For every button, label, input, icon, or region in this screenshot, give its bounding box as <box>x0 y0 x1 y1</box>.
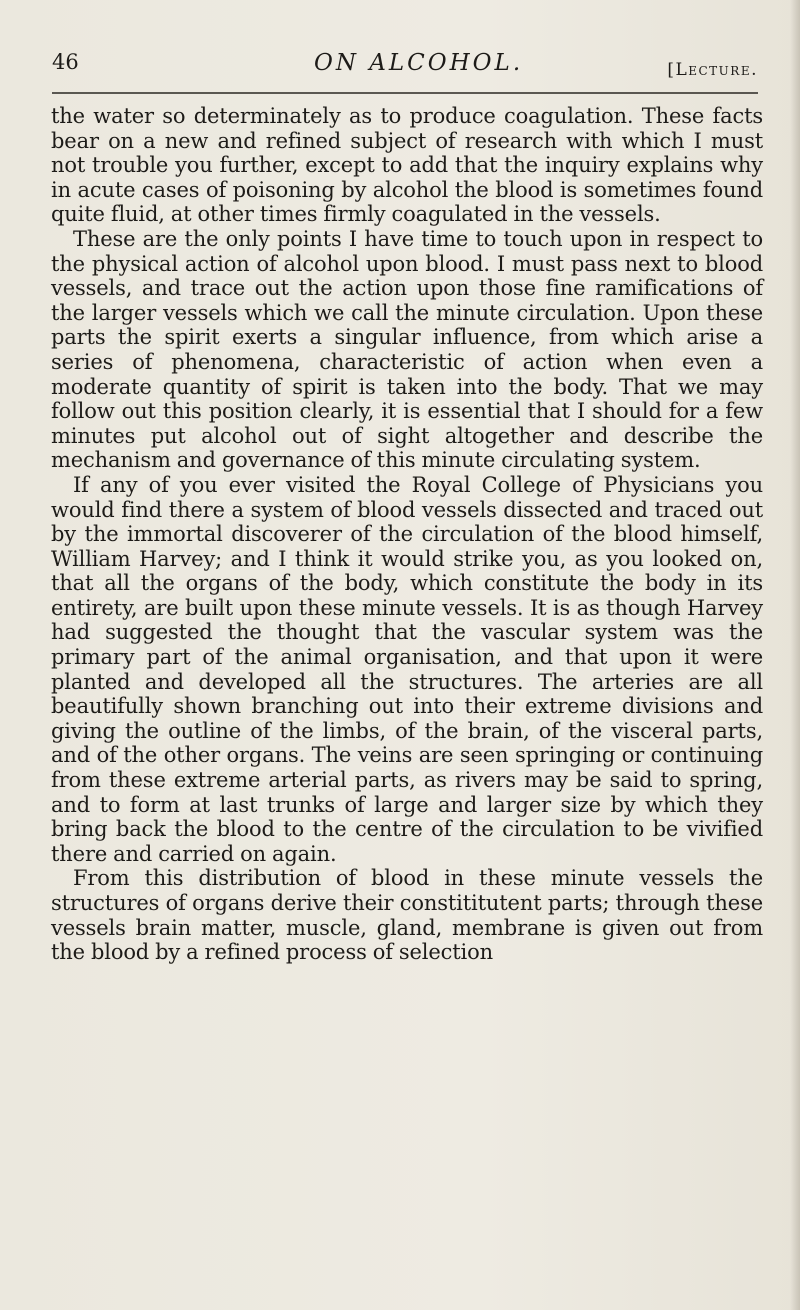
header-rule <box>52 92 758 94</box>
paragraph: the water so determinately as to produce coagulation. These facts bear on a new and refined subject of research with which I must not trouble you further, except to add that the inquiry explains why in acute cases of poisoning by alcohol the blood is sometimes found quite fluid, at other times firmly coagulated in the vessels. <box>51 104 763 227</box>
paragraph: From this distribution of blood in these minute vessels the structures of organs derive their constititutent parts; through these vessels brain matter, muscle, gland, membrane is given out from the blood by a refined process of selection <box>51 866 763 965</box>
paragraph: If any of you ever visited the Royal College of Physicians you would find there a system of blood vessels dissected and traced out by the immortal discoverer of the circulation of the blood himself, William Harvey; and I think it would strike you, as you looked on, that all the organs of the body, which constitute the body in its entirety, are built upon these minute vessels. It is as though Harvey had suggested the thought that the vascular system was the primary part of the animal organisation, and that upon it were planted and developed all the structures. The arteries are all beautifully shown branching out into their extreme divisions and giving the outline of the limbs, of the brain, of the visceral parts, and of the other organs. The veins are seen springing or continuing from these extreme arterial parts, as rivers may be said to spring, and to form at last trunks of large and larger size by which they bring back the blood to the centre of the circulation to be vivified there and carried on again. <box>51 472 763 866</box>
running-title: ON ALCOHOL. <box>314 50 524 76</box>
section-label: [Lecture. <box>667 60 758 80</box>
paragraph: These are the only points I have time to touch upon in respect to the physical action of alcohol upon blood. I must pass next to blood vessels, and trace out the action upon those fine ramifications of the larger vessels which we call the minute circulation. Upon these parts the spirit exerts a singular influence, from which arise a series of phenomena, characteristic of action when even a moderate quantity of spirit is taken into the body. That we may follow out this position clearly, it is essential that I should for a few minutes put alcohol out of sight altogether and describe the mechanism and governance of this minute circulating system. <box>51 226 763 473</box>
page-header <box>52 50 758 90</box>
body-text <box>51 104 763 965</box>
page-edge-shadow <box>790 0 800 1310</box>
page-number: 46 <box>52 50 79 74</box>
